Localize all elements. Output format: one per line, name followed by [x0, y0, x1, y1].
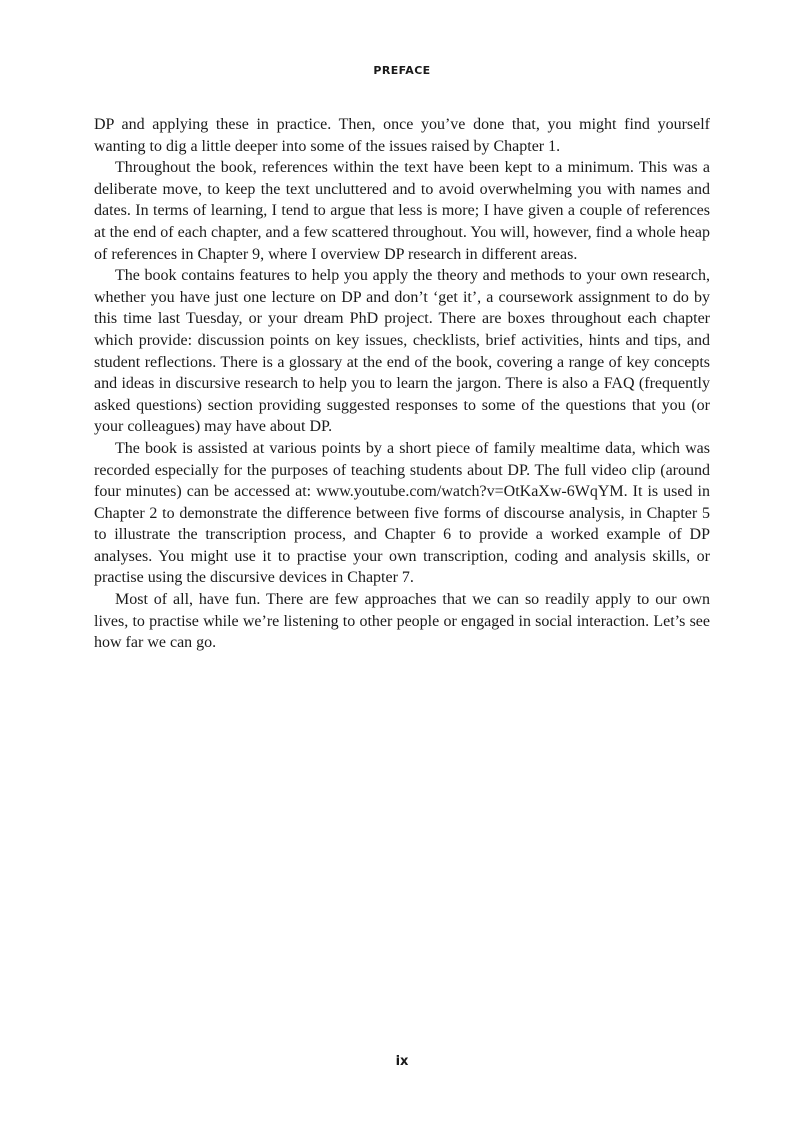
- paragraph-1: DP and applying these in practice. Then, once you’ve done that, you might find yourself wanting to dig a little deeper into some of the issues raised by Chapter 1.: [94, 116, 710, 155]
- body-text: [94, 114, 710, 654]
- paragraph-2: Throughout the book, references within the text have been kept to a minimum. This was a deliberate move, to keep the text uncluttered and to avoid overwhelming you with names and dates. In terms of learning, I tend to argue that less is more; I have given a couple of references at the end of each chapter, and a few scattered throughout. You will, however, find a whole heap of references in Chapter 9, where I overview DP research in different areas.: [94, 159, 710, 263]
- running-head: PREFACE: [373, 64, 431, 77]
- paragraph-4: The book is assisted at various points by a short piece of family mealtime data, which was recorded especially for the purposes of teaching students about DP. The full video clip (around four minutes) can be accessed at: www.youtube.com/watch?v=OtKaXw-6WqYM. It is used in Chapter 2 to demonstrate the difference between five forms of discourse analysis, in Chapter 5 to illustrate the transcription process, and Chapter 6 to provide a worked example of DP analyses. You might use it to practise your own transcription, coding and analysis skills, or practise using the discursive devices in Chapter 7.: [94, 439, 710, 587]
- paragraph-3: The book contains features to help you apply the theory and methods to your own research, whether you have just one lecture on DP and don’t ‘get it’, a coursework assignment to do by this time last Tuesday, or your dream PhD project. There are boxes throughout each chapter which provide: discussion points on key issues, checklists, brief activities, hints and tips, and student reflections. There is a glossary at the end of the book, covering a range of key concepts and ideas in discursive research to help you to learn the jargon. There is also a FAQ (frequently asked questions) section providing suggested responses to some of the questions that you (or your colleagues) may have about DP.: [94, 267, 710, 436]
- page-number: ix: [395, 1054, 409, 1069]
- paragraph-5: Most of all, have fun. There are few approaches that we can so readily apply to our own lives, to practise while we’re listening to other people or engaged in social interaction. Let’s see how far we can go.: [94, 591, 710, 652]
